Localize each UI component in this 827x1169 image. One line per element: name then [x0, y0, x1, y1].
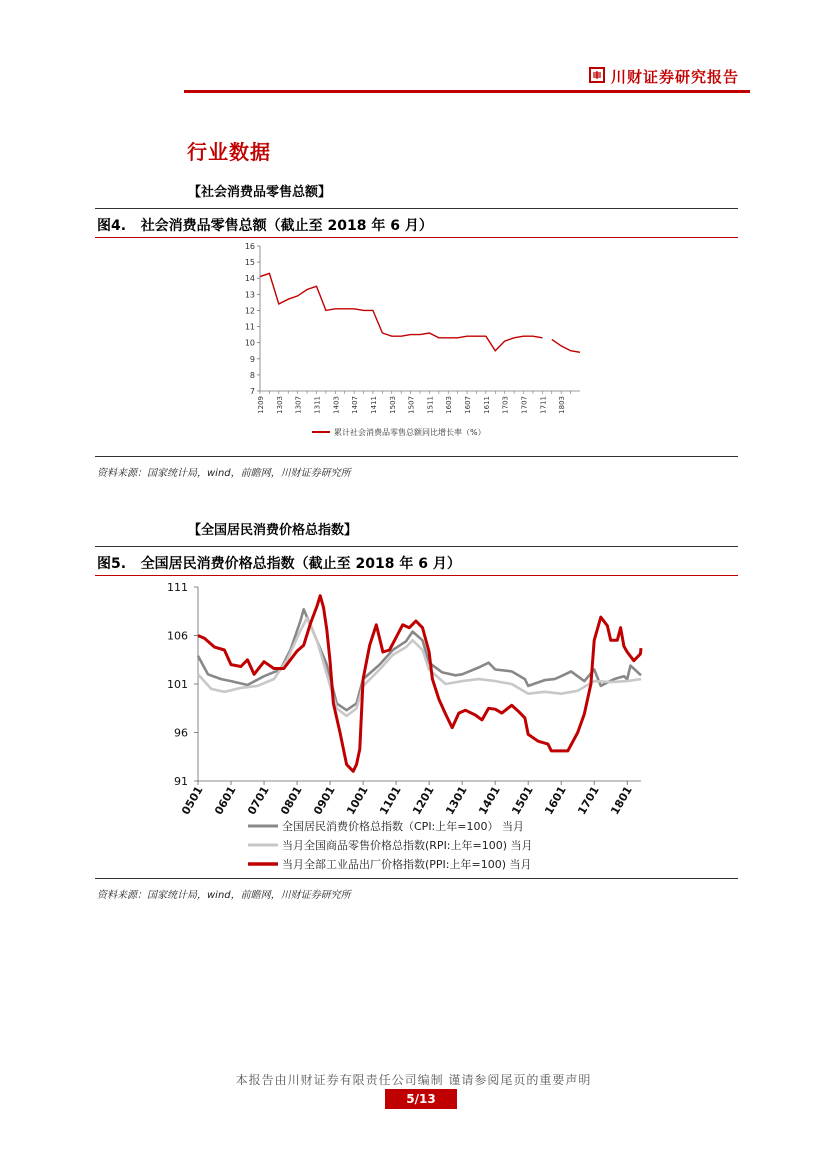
chart1-x-tick-label: 1707	[520, 396, 529, 414]
chart1-x-tick-label: 1711	[539, 396, 548, 414]
chart1-x-tick-label: 1311	[313, 396, 322, 414]
chart2-x-tick-label: 0601	[212, 784, 239, 818]
figure4-title	[97, 215, 433, 235]
chart1-y-tick-label: 11	[244, 322, 255, 332]
figure4-caption: 社会消费品零售总额（截止至 2018 年 6 月）	[140, 218, 433, 234]
chart2-y-tick-label: 96	[174, 726, 188, 740]
footer-disclaimer: 本报告由川财证券有限责任公司编制 谨请参阅尾页的重要声明	[235, 1073, 592, 1087]
chart2-x-tick-label: 1301	[443, 784, 470, 818]
chart1-legend-label: 累计社会消费品零售总额同比增长率（%）	[334, 428, 486, 437]
chart2-x-tick-label: 0801	[278, 784, 305, 818]
chart1-series-line	[260, 273, 542, 350]
chart1-x-tick-label: 1511	[426, 396, 435, 414]
figure4-source: 资料来源：国家统计局，wind，前瞻网，川财证券研究所	[97, 468, 351, 479]
chart2-y-tick-label: 91	[174, 775, 188, 788]
chart1-x-tick-label: 1611	[482, 396, 491, 414]
figure5-caption: 全国居民消费价格总指数（截止至 2018 年 6 月）	[140, 556, 461, 572]
chart1-y-tick-label: 9	[249, 354, 255, 364]
chart2-y-tick-label: 106	[167, 629, 188, 643]
brand-name: 川财证券研究报告	[611, 68, 740, 86]
page-number: 5/13	[385, 1089, 457, 1109]
chart1-x-tick-label: 1703	[501, 396, 510, 414]
chart1-x-tick-label: 1411	[369, 396, 378, 414]
chart2-series-line-1	[198, 618, 641, 716]
chart2-x-tick-label: 0701	[245, 784, 272, 818]
chart1-x-tick-label: 1407	[351, 396, 360, 414]
chart1-y-tick-label: 13	[244, 290, 255, 300]
chart1-y-tick-label: 8	[249, 370, 255, 380]
chart2-x-tick-label: 0901	[311, 784, 338, 818]
chart1-y-tick-label: 16	[244, 242, 255, 251]
chart1-y-tick-label: 10	[244, 338, 255, 348]
chart1-y-tick-label: 15	[244, 258, 255, 268]
chart2-x-tick-label: 1401	[476, 784, 503, 818]
figure5-title	[97, 553, 461, 573]
figure5-red-rule	[95, 575, 738, 576]
figure5-bottom-rule	[95, 878, 738, 879]
chart2-x-tick-label: 1201	[410, 784, 437, 818]
chart2-legend-label-2: 当月全部工业品出厂价格指数(PPI:上年=100) 当月	[282, 858, 532, 871]
chart1-x-tick-label: 1607	[464, 396, 473, 414]
figure4-bottom-rule	[95, 456, 738, 457]
figure5-top-rule	[95, 546, 738, 547]
chart1-y-tick-label: 12	[244, 306, 255, 316]
chart1-x-tick-label: 1403	[332, 396, 341, 414]
sichuan-securities-logo-icon	[589, 67, 605, 83]
chart1-x-tick-label: 1503	[388, 396, 397, 414]
chart2-x-tick-label: 1101	[377, 784, 404, 818]
chart2-x-tick-label: 0501	[179, 784, 206, 818]
retail-sales-chart	[230, 239, 610, 445]
chart1-x-tick-label: 1209	[257, 396, 265, 414]
chart1-series-line-2018	[552, 339, 580, 352]
figure5-label: 图5.	[97, 556, 127, 572]
sub-heading-retail-sales: 【社会消费品零售总额】	[188, 185, 332, 200]
chart1-y-tick-label: 14	[244, 274, 255, 284]
chart1-x-tick-label: 1303	[275, 396, 284, 414]
chart1-y-tick-label: 7	[249, 387, 255, 396]
section-title: 行业数据	[187, 140, 271, 164]
chart2-x-tick-label: 1001	[344, 784, 371, 818]
chart1-x-tick-label: 1603	[445, 396, 454, 414]
chart2-legend-label-1: 当月全国商品零售价格总指数(RPI:上年=100) 当月	[282, 839, 533, 852]
header-rule	[184, 90, 750, 93]
chart1-x-tick-label: 1507	[407, 396, 416, 414]
chart2-y-tick-label: 101	[167, 678, 188, 691]
chart2-x-tick-label: 1501	[509, 784, 536, 818]
figure5-source: 资料来源：国家统计局，wind，前瞻网，川财证券研究所	[97, 890, 351, 901]
figure4-red-rule	[95, 237, 738, 238]
chart1-x-tick-label: 1307	[294, 396, 303, 414]
chart2-legend-label-0: 全国居民消费价格总指数（CPI:上年=100） 当月	[282, 820, 524, 833]
chart2-x-tick-label: 1601	[542, 784, 569, 818]
price-index-chart	[150, 578, 670, 876]
chart2-x-tick-label: 1801	[608, 784, 635, 818]
chart2-x-tick-label: 1701	[575, 784, 602, 818]
sub-heading-cpi: 【全国居民消费价格总指数】	[188, 523, 358, 538]
chart1-x-tick-label: 1803	[558, 396, 567, 414]
chart2-y-tick-label: 111	[167, 581, 188, 594]
figure4-label: 图4.	[97, 218, 127, 234]
figure4-top-rule	[95, 208, 738, 209]
